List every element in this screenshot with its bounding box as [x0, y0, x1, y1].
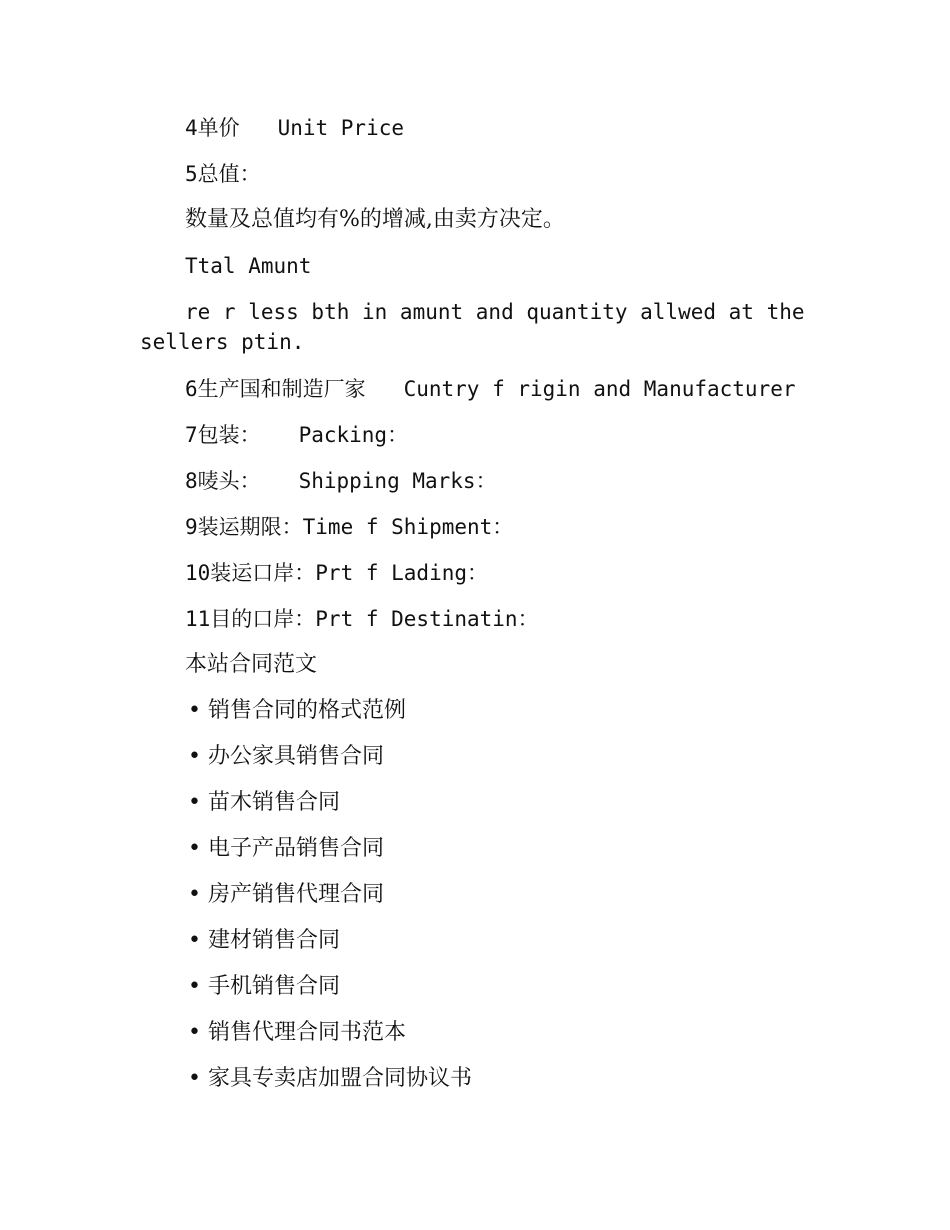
- time-of-shipment-line: 9装运期限：Time f Shipment：: [185, 515, 514, 539]
- country-of-origin-line: 6生产国和制造厂家 Cuntry f rigin and Manufacturer: [185, 377, 796, 401]
- bullet-icon: •: [188, 928, 201, 953]
- bullet-icon: •: [188, 698, 201, 723]
- related-contracts-heading: 本站合同范文: [185, 652, 318, 677]
- related-contract-link[interactable]: [188, 834, 384, 864]
- total-amount-line: Ttal Amunt: [185, 254, 312, 278]
- bullet-icon: •: [188, 1020, 201, 1045]
- packing-line: 7包装： Packing：: [185, 423, 409, 447]
- related-contract-label: 建材销售合同: [208, 928, 341, 953]
- bullet-icon: •: [188, 1066, 201, 1091]
- related-contract-link[interactable]: [188, 1018, 406, 1048]
- unit-price-line: 4单价 Unit Price: [185, 116, 405, 140]
- quantity-tolerance-line: 数量及总值均有%的增减,由卖方决定。: [185, 207, 565, 232]
- tolerance-english-line-2: sellers ptin.: [140, 330, 305, 354]
- related-contract-label: 办公家具销售合同: [208, 744, 385, 769]
- related-contract-label: 销售合同的格式范例: [208, 698, 407, 723]
- related-contract-link[interactable]: [188, 742, 384, 772]
- related-contract-label: 手机销售合同: [208, 974, 341, 999]
- port-of-lading-line: 10装运口岸：Prt f Lading：: [185, 561, 489, 585]
- bullet-icon: •: [188, 744, 201, 769]
- related-contract-label: 销售代理合同书范本: [208, 1020, 407, 1045]
- related-contract-link[interactable]: [188, 926, 340, 956]
- related-contract-link[interactable]: [188, 972, 340, 1002]
- shipping-marks-line: 8唛头： Shipping Marks：: [185, 469, 497, 493]
- bullet-icon: •: [188, 974, 201, 999]
- related-contract-link[interactable]: [188, 1064, 472, 1094]
- related-contract-label: 电子产品销售合同: [208, 836, 385, 861]
- tolerance-english-line-1: re r less bth in amunt and quantity allwed at the: [185, 300, 805, 324]
- tolerance-english-paragraph: [140, 297, 830, 357]
- related-contract-link[interactable]: [188, 696, 406, 726]
- related-contract-label: 家具专卖店加盟合同协议书: [208, 1066, 473, 1091]
- related-contract-label: 苗木销售合同: [208, 790, 341, 815]
- related-contract-link[interactable]: [188, 788, 340, 818]
- total-value-line: 5总值：: [185, 162, 261, 186]
- bullet-icon: •: [188, 882, 201, 907]
- related-contract-link[interactable]: [188, 880, 384, 910]
- related-contract-label: 房产销售代理合同: [208, 882, 385, 907]
- bullet-icon: •: [188, 836, 201, 861]
- bullet-icon: •: [188, 790, 201, 815]
- port-of-destination-line: 11目的口岸：Prt f Destinatin：: [185, 607, 539, 631]
